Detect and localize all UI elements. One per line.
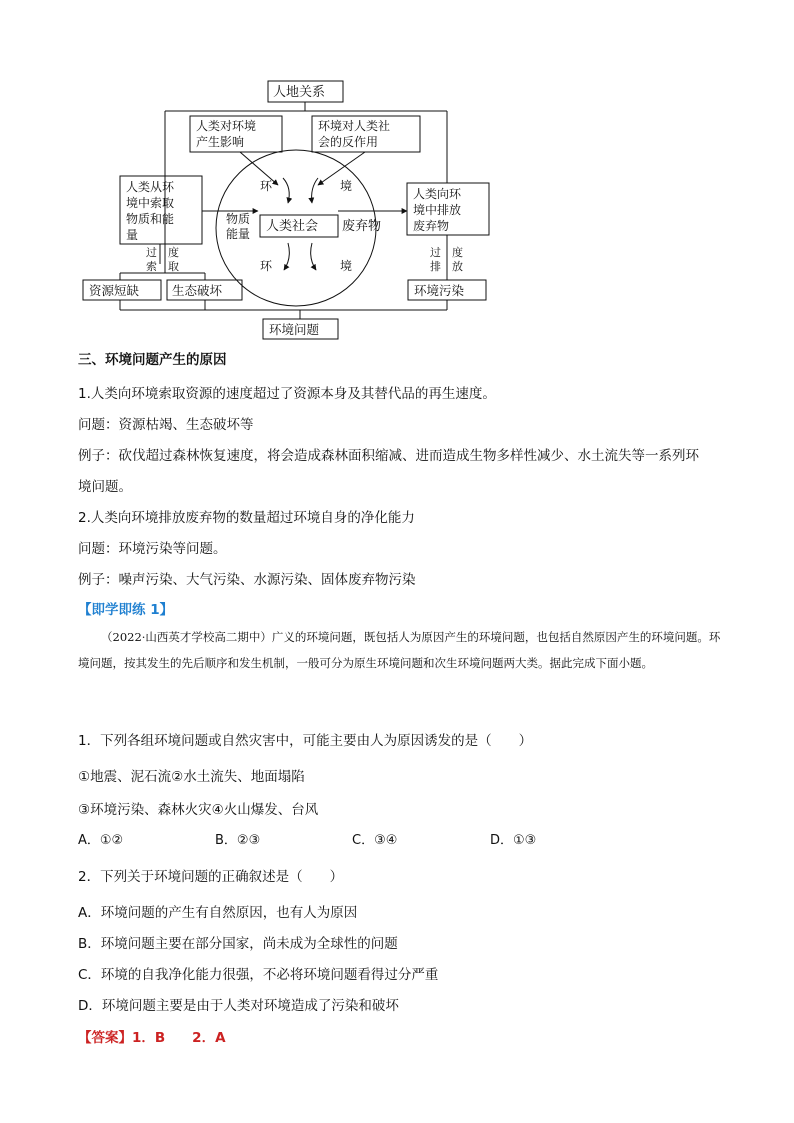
cause-1-example-b: 境问题。 [78,479,132,495]
diagram-overdo-left-b2: 取 [168,260,179,273]
diagram-overdo-left-a1: 过 [146,246,157,259]
q2-option-b[interactable]: B．环境问题主要在部分国家，尚未成为全球性的问题 [78,936,398,952]
diagram-overdo-left-b1: 度 [168,246,179,259]
practice-label: 【即学即练 1】 [78,602,174,618]
diagram-overdo-right-b1: 度 [452,246,463,259]
question-1-items-b: ③环境污染、森林火灾④火山爆发、台风 [78,802,319,818]
diagram-circle-huan-bottom: 环 [260,259,273,273]
q2-option-a[interactable]: A．环境问题的产生有自然原因，也有人为原因 [78,905,358,921]
diagram-emit-line1: 人类向环 [413,187,462,201]
diagram-problem-label: 环境问题 [269,322,320,337]
diagram-emit-line3: 废弃物 [413,219,450,233]
cause-2: 2.人类向环境排放废弃物的数量超过环境自身的净化能力 [78,510,415,526]
diagram-pollution-label: 环境污染 [414,283,465,298]
cause-2-problem: 问题：环境污染等问题。 [78,541,227,557]
diagram-overdo-right-b2: 放 [452,260,463,273]
diagram-extract-line2: 境中索取 [126,196,175,210]
question-1: 1．下列各组环境问题或自然灾害中，可能主要由人为原因诱发的是（ ） [78,733,533,749]
diagram-extract-line1: 人类从环 [126,180,175,194]
diagram-overdo-right-a2: 排 [430,260,441,273]
q1-option-a[interactable]: A．①② [78,833,124,848]
practice-passage: （2022·山西英才学校高二期中）广义的环境问题，既包括人为原因产生的环境问题，也包括自然原因产生的环境问题。环境问题，按其发生的先后顺序和发生机制，一般可分为原生环境问题和次生环境问题两大类。据此完成下面小题。 [78,630,721,670]
diagram-impact-line1: 人类对环境 [196,119,257,133]
diagram-eco-damage-label: 生态破坏 [172,283,223,298]
section-title: 三、环境问题产生的原因 [78,352,227,368]
q2-option-d[interactable]: D．环境问题主要是由于人类对环境造成了污染和破坏 [78,998,399,1014]
diagram-shortage-label: 资源短缺 [89,283,140,298]
q1-option-c[interactable]: C．③④ [352,833,398,848]
q1-option-d[interactable]: D．①③ [490,833,537,848]
diagram-waste-label: 废弃物 [342,219,382,234]
question-1-items-a: ①地震、泥石流②水土流失、地面塌陷 [78,769,305,785]
answer-value: 1．B 2．A [132,1030,226,1046]
q1-option-b[interactable]: B．②③ [215,833,261,848]
question-2: 2．下列关于环境问题的正确叙述是（ ） [78,869,344,885]
diagram-emit-line2: 境中排放 [413,203,462,217]
cause-1-problem: 问题：资源枯竭、生态破坏等 [78,417,254,433]
diagram-overdo-left-a2: 索 [146,260,157,273]
diagram-top-label: 人地关系 [273,85,326,100]
answer-label: 【答案】 [78,1030,132,1046]
diagram-center-label: 人类社会 [266,219,319,234]
diagram-reaction-line2: 会的反作用 [318,135,379,149]
diagram-extract-line3: 物质和能 [126,212,175,226]
cause-2-example: 例子：噪声污染、大气污染、水源污染、固体废弃物污染 [78,572,416,588]
q2-option-c[interactable]: C．环境的自我净化能力很强，不必将环境问题看得过分严重 [78,967,439,983]
diagram-overdo-right-a1: 过 [430,246,441,259]
diagram-impact-line2: 产生影响 [196,135,245,149]
diagram-circle-jing-bottom: 境 [340,259,353,273]
diagram-extract-line4: 量 [126,228,139,242]
cause-1-example-a: 例子：砍伐超过森林恢复速度，将会造成森林面积缩减、进而造成生物多样性减少、水土流失等一系列环 [78,448,699,464]
diagram-circle-huan-top: 环 [260,179,273,193]
cause-1: 1.人类向环境索取资源的速度超过了资源本身及其替代品的再生速度。 [78,386,496,402]
diagram-material-line1: 物质 [226,212,251,226]
diagram-circle-jing-top: 境 [340,179,353,193]
human-earth-relationship-diagram [80,78,500,343]
answer-line [78,1028,226,1048]
diagram-material-line2: 能量 [226,227,251,241]
diagram-reaction-line1: 环境对人类社 [318,119,391,133]
